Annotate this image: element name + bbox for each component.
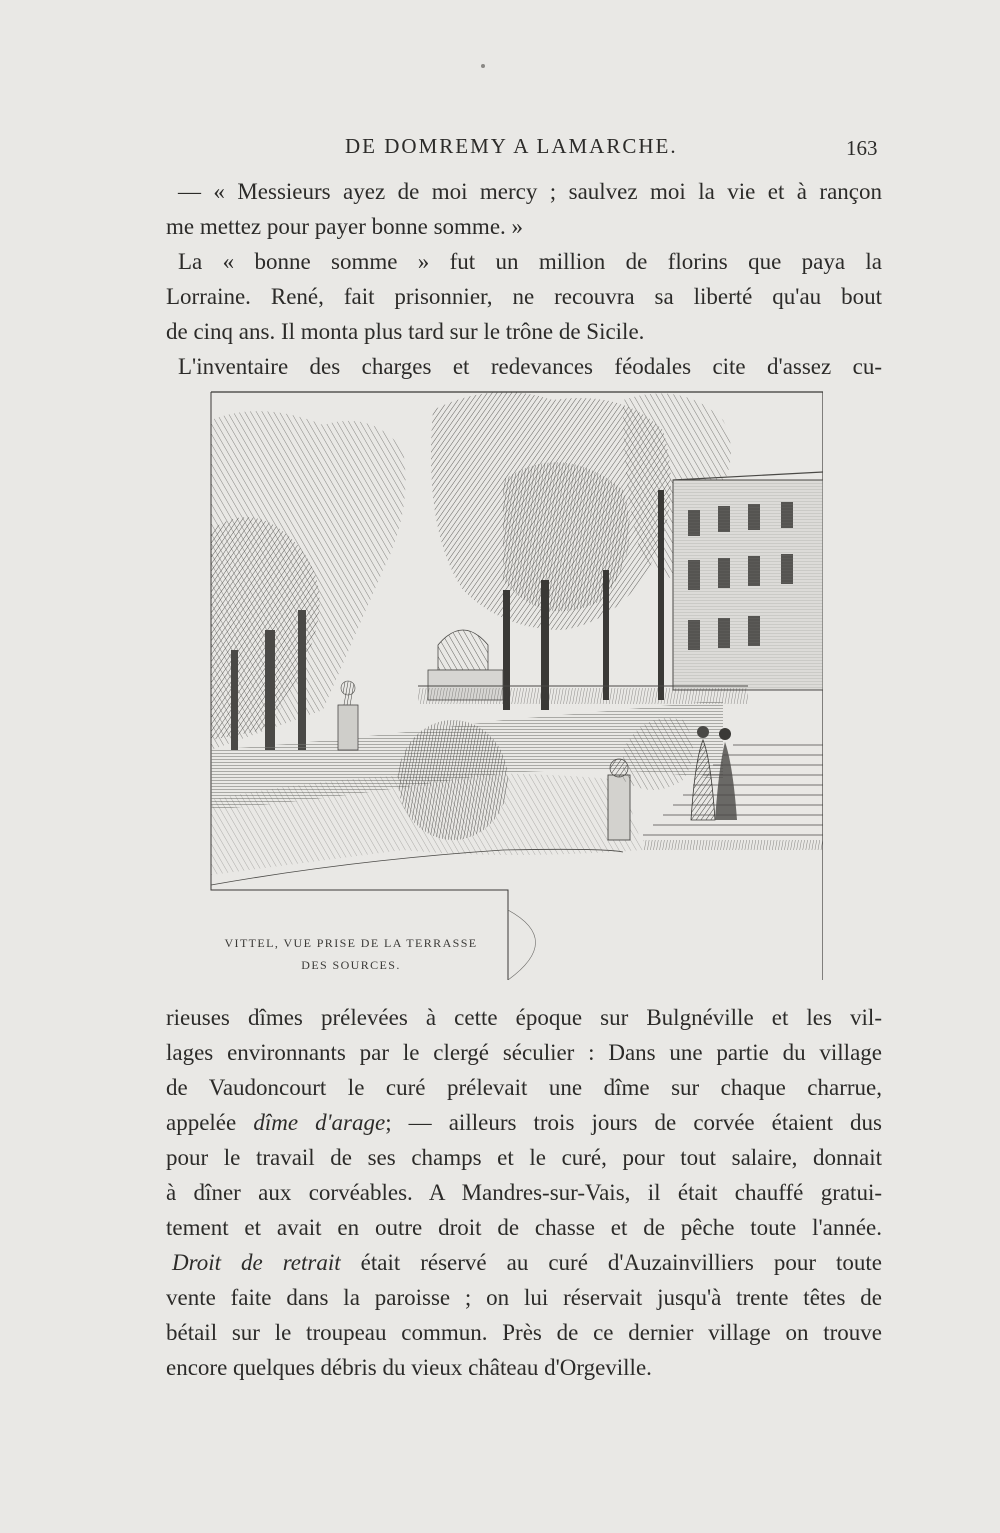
text-line	[166, 1105, 882, 1140]
text-line: à dîner aux corvéables. A Mandres-sur-Vais, il était chauffé gratui-	[166, 1180, 882, 1205]
text-line: tement et avait en outre droit de chasse et de pêche toute l'année.	[166, 1215, 882, 1240]
paragraph-top	[166, 174, 882, 384]
text-line: rieuses dîmes prélevées à cette époque sur Bulgnéville et les vil-	[166, 1005, 882, 1030]
text-line: lages environnants par le clergé séculier : Dans une partie du village	[166, 1040, 882, 1065]
running-header: DE DOMREMY A LAMARCHE.	[345, 134, 678, 158]
text-line: de Vaudoncourt le curé prélevait une dîme sur chaque charrue,	[166, 1075, 882, 1100]
text-line: bétail sur le troupeau commun. Près de ce dernier village on trouve	[166, 1320, 882, 1345]
text-line	[166, 1245, 882, 1280]
page-number: 163	[846, 136, 878, 160]
paragraph-bottom	[166, 1000, 882, 1385]
engraving-illustration	[203, 380, 823, 980]
text-line: encore quelques débris du vieux château d'Orgeville.	[166, 1355, 652, 1380]
text-line: — « Messieurs ayez de moi mercy ; saulvez moi la vie et à rançon	[178, 179, 882, 204]
text-fragment: ; — ailleurs trois jours de corvée étaient dus	[385, 1110, 883, 1135]
text-fragment: était réservé au curé d'Auzainvilliers pour toute	[340, 1250, 883, 1275]
text-line: de cinq ans. Il monta plus tard sur le trône de Sicile.	[166, 319, 645, 344]
italic-term: dîme d'arage	[253, 1110, 386, 1135]
italic-term: Droit de retrait	[172, 1250, 341, 1275]
text-line: vente faite dans la paroisse ; on lui réservait jusqu'à trente têtes de	[166, 1285, 882, 1310]
illustration-caption	[196, 932, 506, 976]
text-line: me mettez pour payer bonne somme. »	[166, 214, 524, 239]
caption-line: DES SOURCES.	[301, 958, 401, 972]
caption-line: VITTEL, VUE PRISE DE LA TERRASSE	[224, 936, 478, 950]
text-line: La « bonne somme » fut un million de florins que paya la	[178, 249, 882, 274]
text-line: Lorraine. René, fait prisonnier, ne recouvra sa liberté qu'au bout	[166, 284, 882, 309]
text-line: L'inventaire des charges et redevances féodales cite d'assez cu-	[178, 354, 882, 379]
printer-mark	[481, 64, 485, 68]
text-line: pour le travail de ses champs et le curé, pour tout salaire, donnait	[166, 1145, 882, 1170]
text-fragment: appelée	[166, 1110, 254, 1135]
